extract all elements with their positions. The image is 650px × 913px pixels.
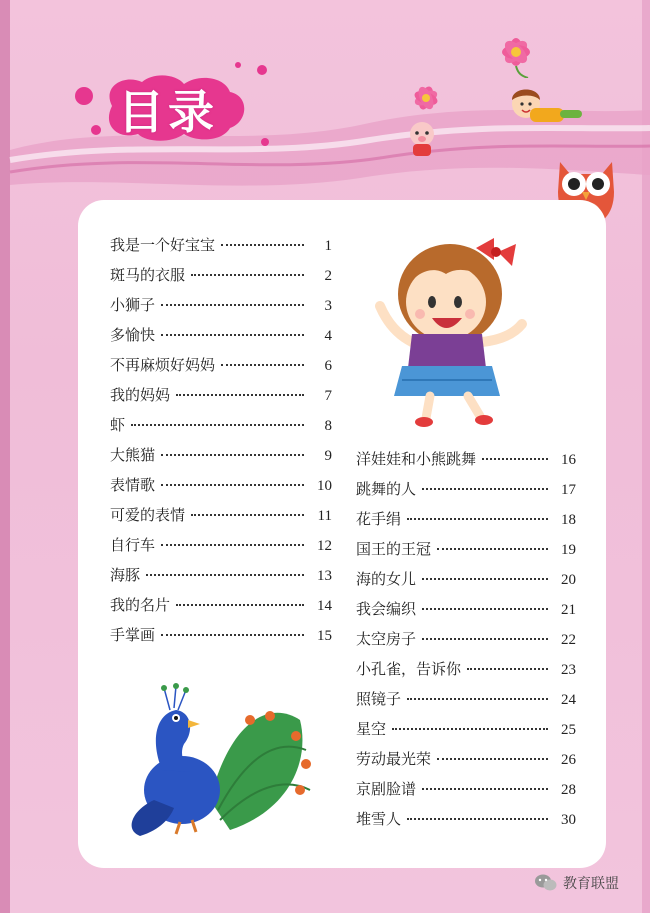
toc-leader xyxy=(407,688,548,700)
toc-entry-title: 多愉快 xyxy=(110,326,156,344)
toc-leader xyxy=(146,564,304,576)
toc-entry-page: 11 xyxy=(317,508,332,524)
toc-entry-title: 我会编织 xyxy=(356,600,417,618)
toc-leader xyxy=(422,628,548,640)
watermark-text: 教育联盟 xyxy=(563,876,619,892)
toc-entry-page: 14 xyxy=(317,598,332,614)
flower-icon xyxy=(398,82,454,116)
toc-entry-page: 2 xyxy=(324,268,332,284)
toc-entry-page: 4 xyxy=(324,328,332,344)
toc-entry[interactable] xyxy=(356,808,576,832)
toc-leader xyxy=(437,748,548,760)
toc-entry-title: 手掌画 xyxy=(110,626,156,644)
toc-entry-title: 星空 xyxy=(356,720,387,738)
toc-entry[interactable] xyxy=(356,598,576,622)
toc-leader xyxy=(161,294,304,306)
toc-entry[interactable] xyxy=(110,234,332,258)
toc-entry-page: 22 xyxy=(561,632,576,648)
toc-leader xyxy=(191,504,304,516)
toc-entry-title: 表情歌 xyxy=(110,476,156,494)
child-character-icon xyxy=(500,82,590,138)
toc-entry-title: 虾 xyxy=(110,416,126,434)
toc-entry-title: 京剧脸谱 xyxy=(356,780,417,798)
toc-entry-title: 不再麻烦好妈妈 xyxy=(110,356,216,374)
toc-leader xyxy=(422,568,548,580)
toc-entry-title: 小孔雀，告诉你 xyxy=(356,660,462,678)
page-title: 目录 xyxy=(118,85,218,139)
toc-leader xyxy=(161,624,304,636)
toc-entry[interactable] xyxy=(110,624,332,648)
toc-entry[interactable] xyxy=(356,778,576,802)
toc-entry-title: 我的妈妈 xyxy=(110,386,171,404)
pig-character-icon xyxy=(402,118,442,160)
toc-leader xyxy=(437,538,548,550)
title-badge xyxy=(100,72,250,142)
toc-entry-page: 9 xyxy=(324,448,332,464)
toc-entry-page: 20 xyxy=(561,572,576,588)
toc-entry[interactable] xyxy=(110,594,332,618)
toc-entry[interactable] xyxy=(110,444,332,468)
toc-entry-title: 花手绢 xyxy=(356,510,402,528)
toc-leader xyxy=(407,508,548,520)
toc-entry[interactable] xyxy=(356,478,576,502)
toc-entry[interactable] xyxy=(356,508,576,532)
toc-entry[interactable] xyxy=(110,354,332,378)
toc-leader xyxy=(221,354,304,366)
toc-leader xyxy=(422,478,548,490)
toc-entry-title: 跳舞的人 xyxy=(356,480,417,498)
toc-leader xyxy=(422,598,548,610)
toc-leader xyxy=(221,234,304,246)
toc-entry-title: 我的名片 xyxy=(110,596,171,614)
toc-entry-title: 洋娃娃和小熊跳舞 xyxy=(356,450,477,468)
toc-entry-page: 16 xyxy=(561,452,576,468)
toc-entry-title: 自行车 xyxy=(110,536,156,554)
toc-entry-title: 斑马的衣服 xyxy=(110,266,186,284)
toc-entry[interactable] xyxy=(356,448,576,472)
toc-entry-title: 国王的王冠 xyxy=(356,540,432,558)
toc-entry-page: 21 xyxy=(561,602,576,618)
toc-leader xyxy=(191,264,304,276)
toc-entry-page: 10 xyxy=(317,478,332,494)
toc-entry[interactable] xyxy=(356,538,576,562)
girl-illustration xyxy=(372,230,532,430)
toc-entry-page: 19 xyxy=(561,542,576,558)
toc-leader xyxy=(161,324,304,336)
toc-entry-page: 12 xyxy=(317,538,332,554)
toc-entry-page: 30 xyxy=(561,812,576,828)
toc-entry-page: 6 xyxy=(324,358,332,374)
toc-leader xyxy=(176,384,304,396)
toc-entry-page: 8 xyxy=(324,418,332,434)
peacock-illustration xyxy=(110,680,320,840)
toc-entry[interactable] xyxy=(110,414,332,438)
toc-entry-page: 13 xyxy=(317,568,332,584)
toc-entry[interactable] xyxy=(356,568,576,592)
toc-entry-title: 照镜子 xyxy=(356,690,402,708)
toc-entry-page: 28 xyxy=(561,782,576,798)
toc-entry[interactable] xyxy=(356,628,576,652)
toc-entry-page: 24 xyxy=(561,692,576,708)
toc-entry[interactable] xyxy=(110,324,332,348)
toc-entry[interactable] xyxy=(356,718,576,742)
toc-entry-page: 18 xyxy=(561,512,576,528)
toc-entry-title: 海豚 xyxy=(110,566,141,584)
toc-entry[interactable] xyxy=(110,474,332,498)
toc-leader xyxy=(176,594,304,606)
toc-entry-title: 我是一个好宝宝 xyxy=(110,236,216,254)
toc-entry-title: 小狮子 xyxy=(110,296,156,314)
toc-entry[interactable] xyxy=(110,504,332,528)
toc-entry-title: 可爱的表情 xyxy=(110,506,186,524)
toc-entry-page: 1 xyxy=(324,238,332,254)
flower-icon xyxy=(488,30,544,78)
toc-entry[interactable] xyxy=(110,564,332,588)
toc-entry-page: 3 xyxy=(324,298,332,314)
toc-entry-page: 15 xyxy=(317,628,332,644)
toc-entry[interactable] xyxy=(110,294,332,318)
toc-leader xyxy=(407,808,548,820)
toc-entry[interactable] xyxy=(110,264,332,288)
toc-leader xyxy=(131,414,304,426)
toc-entry-page: 26 xyxy=(561,752,576,768)
toc-entry-title: 劳动最光荣 xyxy=(356,750,432,768)
watermark xyxy=(535,873,619,893)
toc-entry[interactable] xyxy=(110,534,332,558)
toc-entry[interactable] xyxy=(356,688,576,712)
toc-entry[interactable] xyxy=(356,748,576,772)
toc-leader xyxy=(161,474,304,486)
toc-entry-title: 大熊猫 xyxy=(110,446,156,464)
toc-entry[interactable] xyxy=(356,658,576,682)
toc-entry-title: 海的女儿 xyxy=(356,570,417,588)
toc-leader xyxy=(161,444,304,456)
toc-entry[interactable] xyxy=(110,384,332,408)
toc-entry-title: 堆雪人 xyxy=(356,810,402,828)
toc-leader xyxy=(482,448,548,460)
toc-entry-page: 25 xyxy=(561,722,576,738)
toc-leader xyxy=(392,718,548,730)
toc-entry-page: 23 xyxy=(561,662,576,678)
toc-leader xyxy=(161,534,304,546)
toc-leader xyxy=(467,658,548,670)
wechat-icon xyxy=(535,874,557,892)
toc-entry-page: 17 xyxy=(561,482,576,498)
toc-entry-page: 7 xyxy=(324,388,332,404)
toc-entry-title: 太空房子 xyxy=(356,630,417,648)
toc-leader xyxy=(422,778,548,790)
